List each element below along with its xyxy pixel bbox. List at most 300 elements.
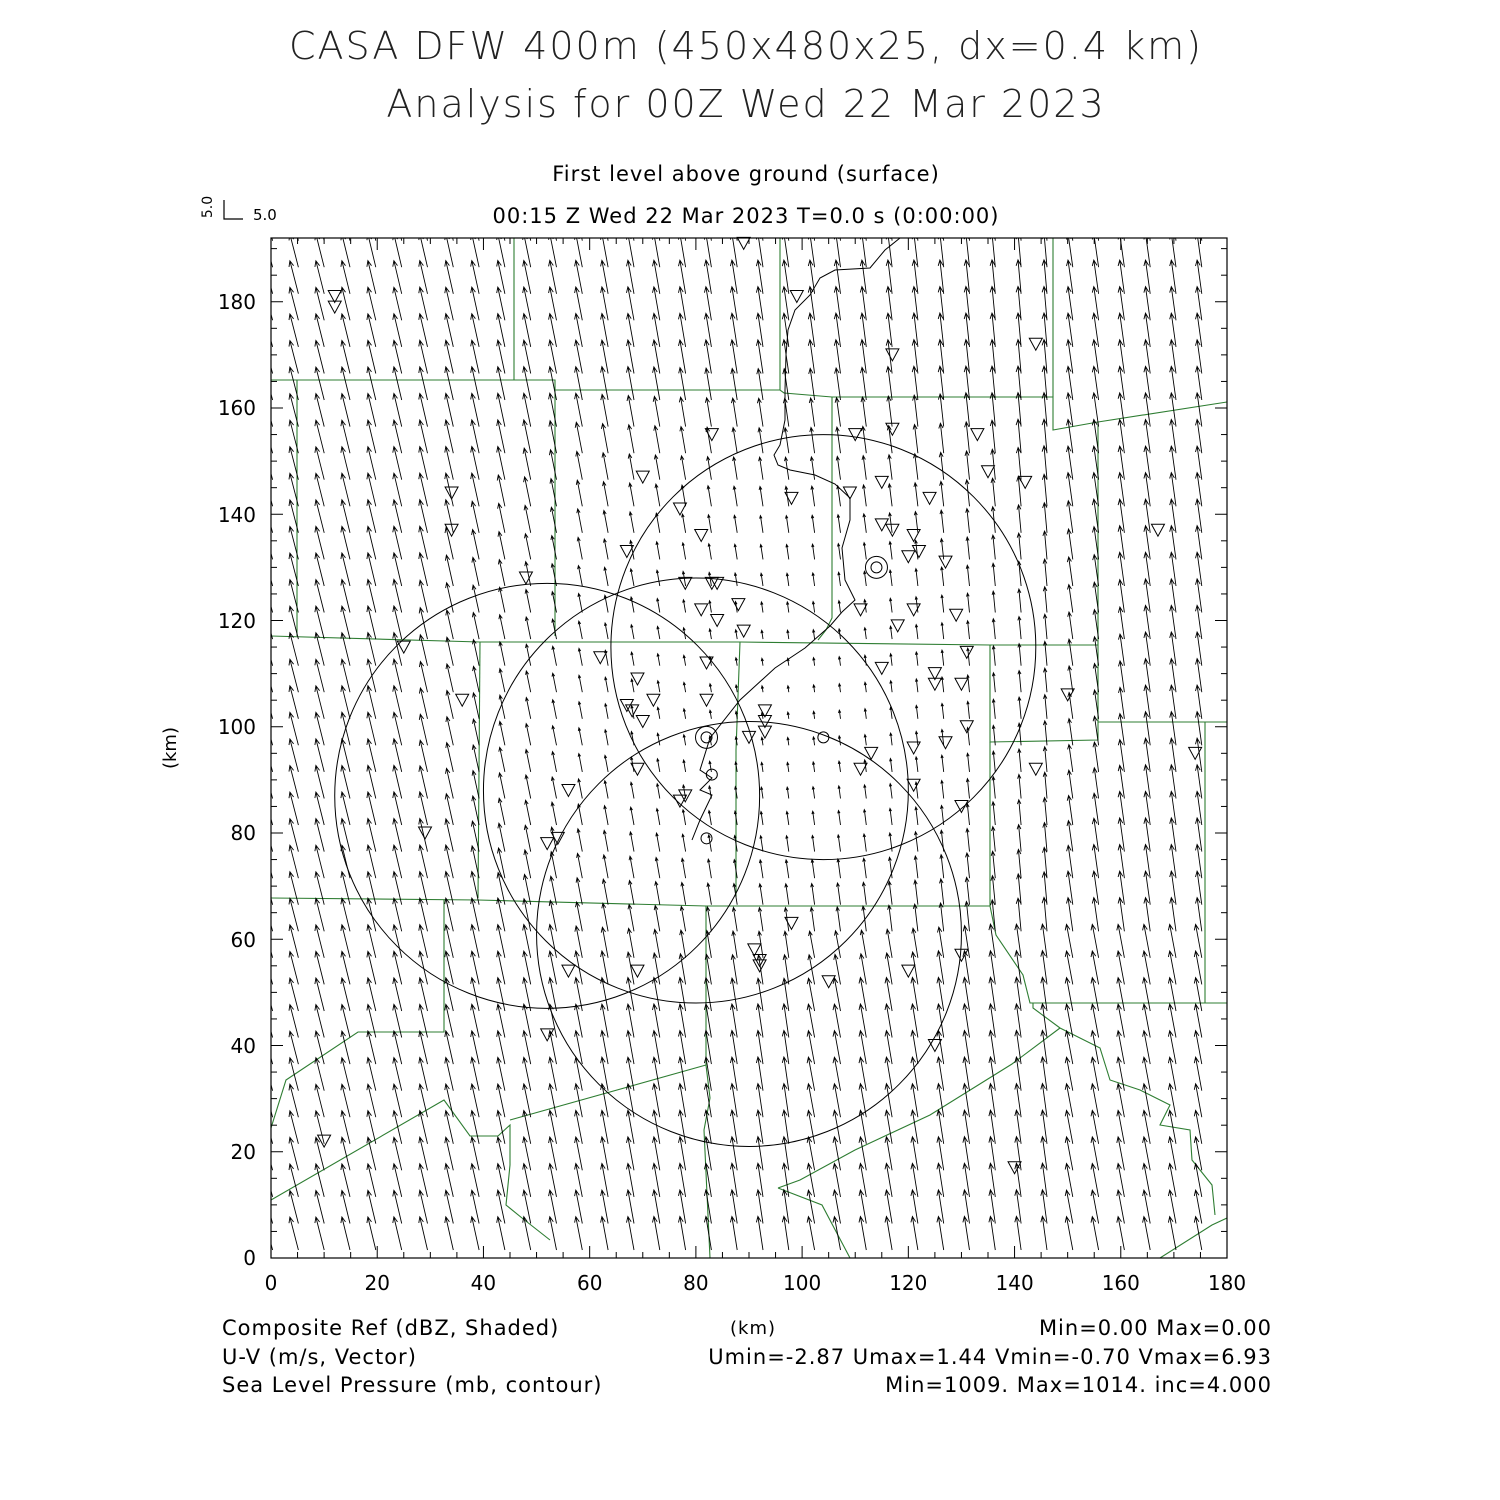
wind-vector	[1017, 800, 1021, 825]
wind-vector	[604, 539, 609, 559]
wind-vector	[890, 681, 892, 693]
wind-vector	[1068, 612, 1073, 639]
wind-vector	[1043, 798, 1047, 825]
wind-vector	[966, 804, 969, 825]
wind-vector	[289, 1217, 298, 1250]
wind-vector	[576, 878, 582, 905]
wind-vector	[812, 811, 815, 825]
wind-vector	[731, 369, 737, 401]
wind-vector	[473, 693, 480, 719]
wind-vector	[708, 859, 712, 878]
wind-vector	[885, 1217, 892, 1251]
y-tick-label: 180	[217, 290, 256, 314]
wind-vector	[732, 931, 737, 958]
wind-vector	[838, 736, 840, 745]
wind-vector	[863, 858, 867, 878]
wind-vector	[657, 654, 660, 666]
wind-vector	[524, 505, 531, 532]
radar-site	[871, 562, 882, 573]
pressure-contour	[692, 238, 900, 840]
wind-vector	[863, 514, 866, 533]
wind-vector	[499, 669, 505, 693]
wind-vector	[525, 590, 531, 613]
wind-vector	[657, 733, 660, 745]
wind-vector	[1018, 589, 1021, 612]
wind-vector	[967, 621, 970, 639]
wind-vector	[499, 773, 505, 799]
station-marker	[960, 646, 973, 658]
wind-vector	[810, 907, 814, 931]
wind-vector	[787, 630, 789, 639]
wind-vector	[734, 860, 738, 879]
wind-vector	[864, 810, 867, 825]
wind-vector	[498, 532, 505, 560]
station-marker	[695, 604, 708, 616]
wind-vector	[578, 754, 582, 772]
wind-vector	[761, 737, 763, 745]
wind-vector	[473, 640, 480, 666]
footer-field1-stats: Min=0.00 Max=0.00	[1038, 1316, 1272, 1340]
wind-vector	[1065, 1217, 1073, 1250]
wind-vector	[549, 1217, 557, 1250]
wind-vector	[576, 451, 583, 479]
wind-vector	[578, 779, 583, 799]
wind-vector	[914, 483, 918, 507]
wind-vector	[578, 566, 583, 586]
wind-vector	[915, 757, 918, 772]
wind-vector	[886, 207, 892, 241]
x-tick-label: 140	[995, 1271, 1034, 1295]
station-marker	[636, 715, 649, 727]
wind-vector	[757, 369, 763, 400]
station-marker	[790, 290, 803, 302]
wind-vector	[552, 700, 557, 719]
wind-vector	[810, 428, 815, 454]
wind-vector	[735, 685, 737, 692]
wind-vector	[761, 602, 763, 613]
wind-vector	[966, 779, 969, 799]
wind-vector	[914, 856, 918, 878]
wind-vector	[813, 737, 815, 745]
wind-vector	[629, 856, 634, 878]
wind-vector	[682, 810, 685, 825]
wind-vector	[939, 452, 944, 479]
wind-vector	[315, 208, 324, 241]
map-title-line1: CASA DFW 400m (450x480x25, dx=0.4 km)	[288, 24, 1203, 68]
wind-vector	[1041, 1216, 1047, 1250]
wind-vector	[704, 207, 711, 241]
wind-vector	[526, 671, 531, 692]
wind-vector	[812, 836, 815, 852]
footer-field3-name: Sea Level Pressure (mb, contour)	[222, 1373, 603, 1397]
wind-vector	[992, 591, 995, 612]
wind-vector	[601, 394, 608, 426]
wind-vector	[811, 884, 815, 905]
wind-vector	[1068, 585, 1073, 613]
wind-vector	[1068, 719, 1073, 746]
wind-vector	[992, 827, 996, 852]
wind-vector	[627, 367, 635, 400]
wind-vector	[577, 509, 583, 533]
x-tick-label: 80	[683, 1271, 709, 1295]
wind-vector	[761, 787, 764, 798]
wind-vector	[941, 755, 944, 772]
wind-vector	[472, 585, 479, 612]
wind-vector	[526, 698, 531, 719]
station-marker	[419, 827, 432, 839]
axis-ticks	[271, 238, 1227, 1258]
wind-vector	[808, 207, 814, 241]
wind-vector	[889, 808, 892, 825]
wind-vector	[551, 802, 556, 825]
station-marker	[594, 652, 607, 664]
wind-vector	[761, 762, 763, 772]
wind-vector	[707, 883, 712, 905]
x-tick-label: 160	[1101, 1271, 1140, 1295]
wind-vector	[940, 830, 944, 851]
wind-vector	[834, 207, 840, 241]
radar-site-markers	[696, 556, 888, 843]
wind-vector	[1067, 501, 1073, 533]
wind-vector	[708, 811, 711, 825]
map-title-line2: Analysis for 00Z Wed 22 Mar 2023	[386, 82, 1106, 126]
wind-vector	[1068, 639, 1073, 666]
wind-vector	[315, 1217, 324, 1250]
wind-vector	[835, 368, 841, 400]
wind-vector	[862, 456, 866, 480]
wind-vector	[888, 905, 893, 931]
wind-vector	[839, 684, 841, 693]
wind-vector	[473, 666, 480, 692]
wind-vector	[991, 449, 996, 479]
wind-vector	[834, 340, 840, 374]
wind-vector	[941, 704, 944, 719]
y-axis-label: (km)	[160, 726, 181, 770]
wind-vector	[1017, 533, 1021, 559]
wind-vector	[683, 655, 686, 665]
wind-vector	[1067, 473, 1073, 507]
wind-vector	[759, 457, 763, 480]
wind-vector	[890, 598, 893, 612]
wind-vector	[706, 907, 711, 931]
wind-vector	[966, 537, 970, 559]
wind-vector	[837, 835, 840, 852]
wind-vector	[497, 207, 505, 240]
station-marker	[456, 694, 469, 706]
wind-vector	[1017, 505, 1021, 533]
station-marker	[695, 530, 708, 542]
wind-vector	[367, 208, 376, 241]
county-boundaries	[271, 238, 1227, 1258]
wind-vector	[1091, 1217, 1099, 1250]
station-marker	[923, 492, 936, 504]
wind-vector	[654, 455, 659, 480]
range-ring	[537, 721, 962, 1146]
wind-vector	[471, 207, 479, 240]
wind-vector	[1018, 644, 1021, 666]
station-marker	[950, 609, 963, 621]
wind-vector	[657, 759, 660, 772]
wind-vector	[992, 699, 995, 719]
wind-vector	[393, 208, 402, 241]
wind-vector	[786, 812, 789, 826]
wind-vector	[938, 394, 943, 427]
wind-vector	[863, 485, 867, 506]
wind-vector	[1067, 529, 1073, 559]
wind-vector	[575, 393, 583, 426]
wind-vector	[1044, 695, 1048, 719]
wind-vector	[836, 907, 841, 931]
wind-vector	[578, 648, 582, 665]
wind-vector	[787, 658, 789, 665]
wind-vector	[656, 570, 660, 586]
station-marker	[907, 530, 920, 542]
wind-vector	[499, 615, 505, 639]
station-marker	[886, 349, 899, 361]
wind-vector	[709, 629, 711, 639]
wind-vector	[1068, 745, 1073, 772]
x-tick-label: 180	[1207, 1271, 1247, 1295]
wind-vector	[837, 515, 840, 533]
time-subtitle: 00:15 Z Wed 22 Mar 2023 T=0.0 s (0:00:00)	[492, 204, 1000, 228]
wind-vector	[991, 876, 995, 905]
wind-vector	[809, 398, 814, 427]
wind-vector	[1043, 747, 1047, 772]
wind-vector	[941, 623, 944, 639]
wind-vector	[939, 423, 944, 453]
wind-vector	[990, 420, 995, 453]
wind-vector	[577, 853, 583, 878]
wind-vector	[1043, 531, 1047, 559]
wind-vector	[861, 367, 867, 400]
wind-vector	[731, 398, 737, 427]
wind-vector	[914, 880, 918, 905]
wind-vector	[499, 721, 505, 745]
wind-vector	[992, 535, 996, 559]
wind-vector	[864, 682, 866, 692]
wind-vector	[498, 823, 505, 851]
wind-vector	[966, 853, 970, 878]
wind-vector	[708, 515, 712, 533]
y-tick-label: 0	[243, 1246, 256, 1270]
wind-vector	[629, 881, 634, 905]
wind-vector	[552, 646, 557, 665]
wind-vector	[838, 657, 840, 666]
station-marker	[562, 785, 575, 797]
wind-vector	[938, 207, 944, 241]
wind-vector	[602, 879, 608, 905]
wind-vector	[1016, 207, 1021, 241]
station-marker	[939, 737, 952, 749]
wind-vector	[761, 658, 763, 665]
wind-vector	[864, 571, 867, 586]
wind-vector	[680, 906, 685, 931]
wind-vector	[603, 482, 609, 507]
wind-vector	[861, 397, 866, 427]
wind-vector	[915, 625, 918, 640]
y-tick-label: 140	[217, 503, 256, 527]
wind-vector	[630, 782, 634, 798]
wind-vector	[812, 787, 814, 799]
wind-vector	[839, 710, 841, 719]
wind-vector	[760, 836, 763, 852]
wind-vector	[709, 710, 711, 719]
x-tick-label: 20	[364, 1271, 390, 1295]
wind-vector	[836, 456, 840, 479]
wind-vector	[760, 516, 763, 533]
wind-vector	[911, 1217, 918, 1251]
wind-vector	[912, 207, 918, 241]
wind-vector	[445, 208, 454, 241]
wind-vector	[499, 587, 505, 612]
wind-vector	[631, 597, 635, 613]
wind-vector	[657, 707, 660, 719]
y-tick-label: 100	[217, 715, 256, 739]
wind-vector	[886, 367, 892, 400]
radar-site	[818, 732, 829, 743]
wind-vector	[810, 457, 814, 480]
wind-vector	[813, 630, 815, 639]
wind-vector	[605, 677, 608, 692]
wind-vector	[734, 515, 738, 533]
wind-vector	[655, 882, 660, 905]
radar-site	[701, 833, 712, 844]
wind-vector	[577, 537, 582, 559]
station-marker	[737, 625, 750, 637]
wind-vector	[915, 832, 918, 852]
wind-vector	[890, 654, 892, 666]
wind-vector	[497, 1217, 505, 1250]
wind-vector	[419, 1217, 428, 1250]
plot-frame	[271, 238, 1227, 1258]
wind-vector	[1018, 671, 1021, 693]
wind-vector	[837, 859, 841, 878]
wind-vector	[709, 786, 712, 799]
wind-vector	[1043, 823, 1047, 852]
wind-vector	[730, 1217, 737, 1251]
wind-vector	[915, 731, 918, 745]
wind-vector	[1067, 207, 1073, 241]
station-marker	[875, 662, 888, 674]
wind-vector	[604, 781, 608, 799]
wind-vector	[838, 786, 841, 799]
wind-vector	[603, 511, 608, 533]
wind-vector	[629, 483, 634, 506]
wind-vector	[964, 393, 969, 427]
station-marker	[960, 721, 973, 733]
wind-vector	[941, 650, 944, 666]
wind-vector	[811, 515, 814, 533]
wind-vector	[860, 340, 866, 374]
wind-vector	[708, 544, 711, 560]
wind-vector	[524, 850, 531, 878]
wind-vector	[705, 398, 711, 427]
wind-vector	[631, 652, 634, 666]
wind-vector	[551, 536, 557, 560]
wind-vector	[912, 366, 918, 400]
wind-vector	[1015, 1216, 1021, 1250]
wind-vector	[472, 557, 479, 586]
wind-vector	[445, 555, 453, 586]
wind-vector	[915, 569, 918, 586]
wind-vector	[681, 858, 685, 878]
wind-vector	[602, 453, 608, 480]
wind-vector	[992, 563, 995, 586]
wind-vector	[1143, 1217, 1151, 1250]
wind-vector	[1044, 668, 1048, 692]
y-tick-label: 20	[230, 1140, 256, 1164]
wind-vector	[809, 931, 815, 958]
wind-vector	[967, 753, 970, 772]
station-marker	[849, 429, 862, 441]
wind-vector	[889, 570, 892, 586]
wind-vector	[807, 1217, 815, 1250]
wind-vector	[887, 396, 892, 427]
wind-vector	[756, 207, 763, 241]
wind-vector	[289, 208, 298, 241]
wind-vector	[967, 701, 970, 718]
wind-vector	[784, 931, 789, 958]
wind-vector	[657, 599, 660, 613]
wind-vector	[525, 800, 531, 825]
wind-vector	[446, 691, 453, 719]
vector-key-v-label: 5.0	[200, 195, 216, 219]
station-marker	[902, 965, 915, 977]
wind-vector	[1044, 641, 1048, 665]
station-marker	[743, 731, 756, 743]
wind-vector	[707, 486, 711, 507]
wind-vector	[1017, 849, 1021, 878]
wind-vector	[964, 207, 969, 241]
wind-vector	[657, 784, 660, 799]
wind-vector	[682, 543, 686, 560]
wind-vector	[838, 572, 841, 586]
wind-vector	[682, 514, 686, 533]
wind-vector	[785, 884, 789, 905]
wind-vector	[967, 675, 970, 692]
wind-vector	[787, 737, 789, 745]
wind-vector	[965, 877, 969, 904]
wind-vector	[552, 752, 557, 772]
wind-vector	[1144, 207, 1150, 241]
wind-vector	[756, 340, 763, 374]
wind-vector	[525, 534, 531, 560]
wind-vector	[732, 907, 737, 931]
station-marker	[732, 599, 745, 611]
wind-vector	[683, 600, 686, 613]
wind-vector	[497, 475, 505, 506]
wind-vector	[627, 1217, 635, 1250]
wind-vector	[813, 658, 815, 666]
wind-vector	[835, 398, 840, 427]
wind-vector	[1043, 721, 1047, 745]
wind-vector	[890, 707, 892, 719]
wind-vector	[758, 428, 763, 453]
wind-vector	[758, 908, 763, 932]
wind-vector	[864, 785, 867, 799]
wind-vector	[393, 1217, 402, 1250]
wind-vector	[628, 454, 634, 480]
wind-vector	[1043, 503, 1047, 533]
wind-vector	[446, 743, 454, 772]
vector-key-u-label: 5.0	[253, 206, 277, 224]
wind-vector	[498, 560, 505, 586]
wind-vector	[786, 545, 789, 560]
wind-vector	[1118, 207, 1124, 241]
wind-vector	[709, 601, 712, 613]
wind-vector	[681, 456, 686, 480]
wind-vector	[473, 719, 480, 745]
